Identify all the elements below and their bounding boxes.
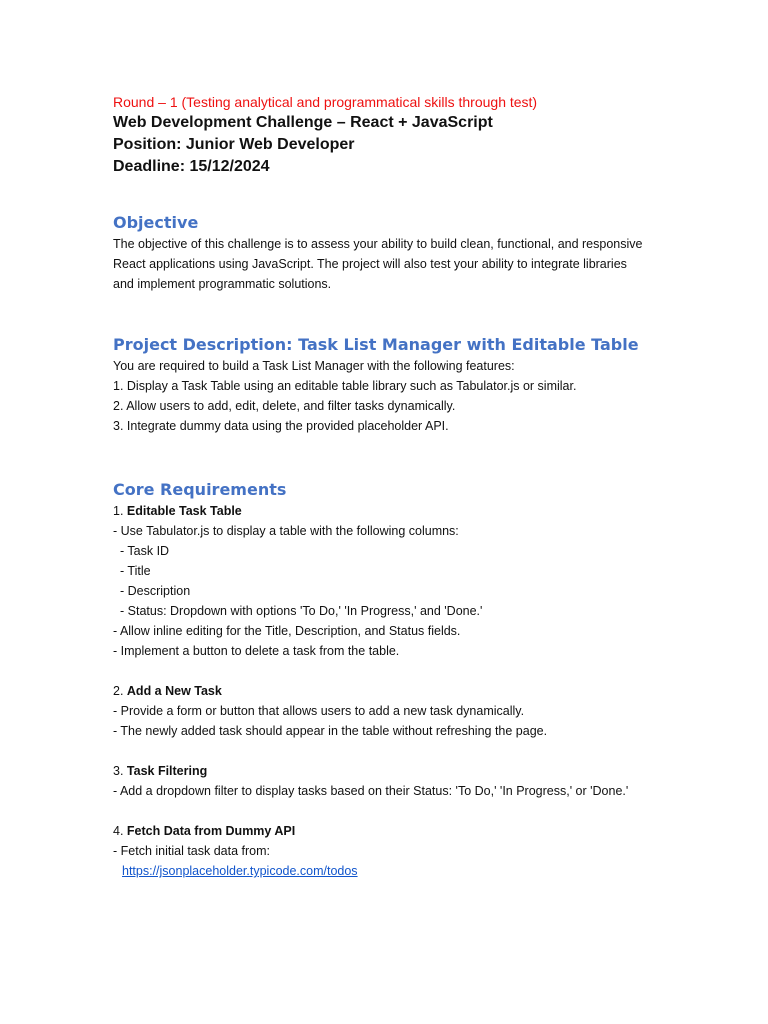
requirement-line: - The newly added task should appear in the table without refreshing the page.: [113, 724, 548, 738]
position-label: Position: Junior Web Developer: [113, 136, 355, 153]
project-heading: Project Description: Task List Manager with Editable Table: [113, 335, 639, 354]
requirement-name: Task Filtering: [126, 764, 208, 778]
deadline-label: Deadline: 15/12/2024: [113, 158, 270, 175]
objective-heading: Objective: [113, 213, 199, 232]
requirement-name: Editable Task Table: [126, 504, 242, 518]
requirement-title: [113, 501, 673, 521]
requirement-number: 4.: [113, 824, 127, 838]
round-label: Round – 1 (Testing analytical and programmatical skills through test): [113, 94, 538, 110]
requirement-line: - Allow inline editing for the Title, Description, and Status fields.: [113, 624, 461, 638]
project-item: 1. Display a Task Table using an editable table library such as Tabulator.js or similar.: [113, 379, 577, 393]
requirement-line: - Title: [120, 564, 151, 578]
objective-line: The objective of this challenge is to assess your ability to build clean, functional, and responsive: [113, 237, 643, 251]
requirement-number: 3.: [113, 764, 127, 778]
api-link-line: [113, 861, 673, 881]
requirement-line: - Implement a button to delete a task from the table.: [113, 644, 400, 658]
requirement-number: 1.: [113, 504, 127, 518]
project-item: 2. Allow users to add, edit, delete, and filter tasks dynamically.: [113, 399, 456, 413]
requirement-name: Add a New Task: [126, 684, 222, 698]
requirement-line: - Use Tabulator.js to display a table with the following columns:: [113, 524, 459, 538]
document-page: [113, 92, 673, 881]
requirement-number: 2.: [113, 684, 127, 698]
project-item: 3. Integrate dummy data using the provided placeholder API.: [113, 419, 449, 433]
requirement-line: - Fetch initial task data from:: [113, 844, 271, 858]
core-heading: Core Requirements: [113, 480, 287, 499]
requirement-title: [113, 681, 673, 701]
objective-line: React applications using JavaScript. The project will also test your ability to integrate libraries: [113, 257, 627, 271]
requirement-name: Fetch Data from Dummy API: [126, 824, 296, 838]
requirement-line: - Task ID: [120, 544, 170, 558]
requirement-line: - Provide a form or button that allows users to add a new task dynamically.: [113, 704, 525, 718]
requirement-line: - Description: [120, 584, 191, 598]
api-link[interactable]: https://jsonplaceholder.typicode.com/todos: [122, 864, 358, 878]
requirement-title: [113, 821, 673, 841]
requirement-title: [113, 761, 673, 781]
challenge-title: Web Development Challenge – React + JavaScript: [113, 114, 493, 131]
requirement-line: - Status: Dropdown with options 'To Do,' 'In Progress,' and 'Done.': [120, 604, 483, 618]
project-intro: You are required to build a Task List Manager with the following features:: [113, 359, 515, 373]
requirement-line: - Add a dropdown filter to display tasks based on their Status: 'To Do,' 'In Progress,' or 'Done.': [113, 784, 629, 798]
objective-line: and implement programmatic solutions.: [113, 277, 332, 291]
